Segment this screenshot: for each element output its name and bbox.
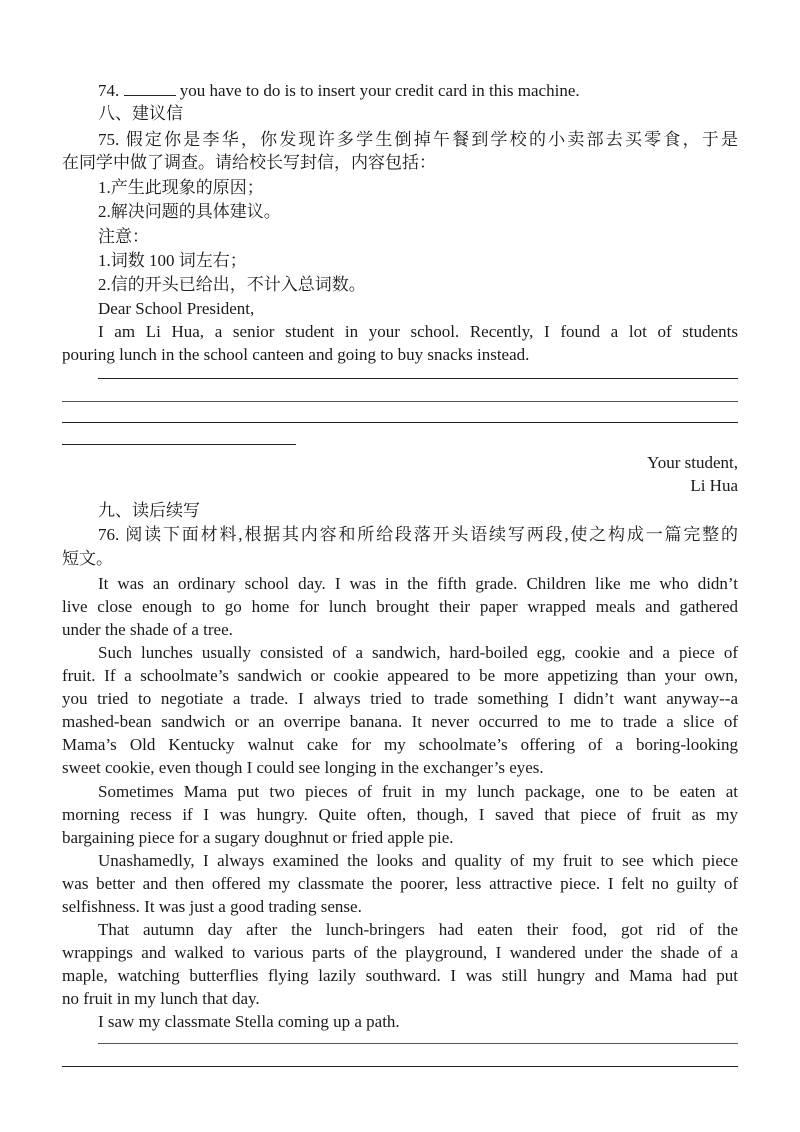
letter-salutation: Dear School President, <box>98 299 255 318</box>
q74-answer-blank[interactable] <box>124 79 176 96</box>
q75-point-1: 1.产生此现象的原因； <box>98 178 264 197</box>
q75-point-2: 2.解决问题的具体建议。 <box>98 202 281 221</box>
q74-line <box>98 79 580 102</box>
passage-line: under the shade of a tree. <box>62 620 233 639</box>
passage-line: Such lunches usually consisted of a sandwich, hard-boiled egg, cookie and a piece of <box>98 643 738 662</box>
passage-line: selfishness. It was just a good trading sense. <box>62 897 362 916</box>
passage-line: you tried to negotiate a trade. I always tried to trade something I didn’t want anyway--a <box>62 689 738 708</box>
section8-heading: 八、建议信 <box>98 104 183 123</box>
writing-line[interactable] <box>62 401 738 402</box>
letter-signature: Li Hua <box>690 476 738 495</box>
q75-note-label: 注意： <box>98 227 149 246</box>
section9-heading: 九、读后续写 <box>98 501 200 520</box>
q75-note-1: 1.词数 100 词左右； <box>98 251 247 270</box>
passage-line: no fruit in my lunch that day. <box>62 989 260 1008</box>
passage-line: sweet cookie, even though I could see longing in the exchanger’s eyes. <box>62 758 544 777</box>
writing-line[interactable] <box>62 444 296 445</box>
passage-line: Mama’s Old Kentucky walnut cake for my schoolmate’s offering of a boring-looking <box>62 735 738 754</box>
q75-prompt-line1: 75. 假定你是李华，你发现许多学生倒掉午餐到学校的小卖部去买零食，于是 <box>98 130 738 149</box>
passage-line: Unashamedly, I always examined the looks and quality of my fruit to see which piece <box>98 851 738 870</box>
passage-line: live close enough to go home for lunch brought their paper wrapped meals and gathered <box>62 597 738 616</box>
writing-line[interactable] <box>98 1043 738 1044</box>
passage-line: wrappings and walked to various parts of the playground, I wandered under the shade of a <box>62 943 738 962</box>
q75-prompt-line2: 在同学中做了调查。请给校长写封信，内容包括： <box>62 153 436 172</box>
letter-closing: Your student, <box>647 453 738 472</box>
q76-prompt-line2: 短文。 <box>62 549 113 568</box>
passage-line: mashed-bean sandwich or an overripe banana. It never occurred to me to trade a slice of <box>62 712 738 731</box>
q76-prompt-line1: 76. 阅读下面材料,根据其内容和所给段落开头语续写两段,使之构成一篇完整的 <box>98 525 738 544</box>
letter-opening-line2: pouring lunch in the school canteen and going to buy snacks instead. <box>62 345 530 364</box>
writing-line[interactable] <box>98 378 738 379</box>
passage-line: fruit. If a schoolmate’s sandwich or cookie appeared to be more appetizing than your own, <box>62 666 738 685</box>
q74-number: 74. <box>98 81 120 100</box>
passage-line: It was an ordinary school day. I was in the fifth grade. Children like me who didn’t <box>98 574 738 593</box>
passage-line: morning recess if I was hungry. Quite often, though, I saved that piece of fruit as my <box>62 805 738 824</box>
letter-opening-line1: I am Li Hua, a senior student in your school. Recently, I found a lot of students <box>98 322 738 341</box>
writing-line[interactable] <box>62 422 738 423</box>
passage-line: bargaining piece for a sugary doughnut or fried apple pie. <box>62 828 454 847</box>
passage-line: was better and then offered my classmate the poorer, less attractive piece. I felt no guilty of <box>62 874 738 893</box>
passage-line: That autumn day after the lunch-bringers had eaten their food, got rid of the <box>98 920 738 939</box>
passage-line: maple, watching butterflies flying lazily southward. I was still hungry and Mama had put <box>62 966 738 985</box>
writing-line[interactable] <box>62 1066 738 1067</box>
passage-line: Sometimes Mama put two pieces of fruit in my lunch package, one to be eaten at <box>98 782 738 801</box>
q74-text: you have to do is to insert your credit card in this machine. <box>179 81 580 100</box>
passage-line: I saw my classmate Stella coming up a path. <box>98 1012 400 1031</box>
q75-note-2: 2.信的开头已给出，不计入总词数。 <box>98 275 366 294</box>
